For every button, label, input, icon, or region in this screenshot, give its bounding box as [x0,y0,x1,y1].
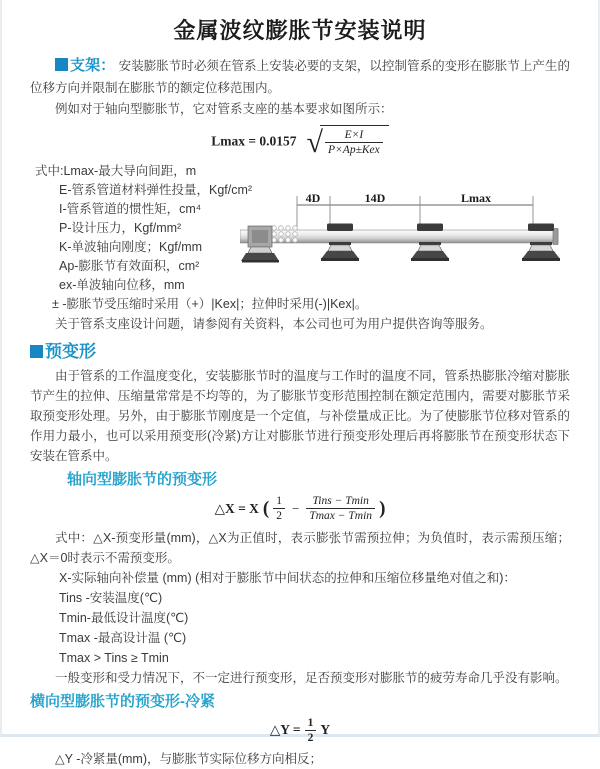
dim-label-lmax: Lmax [461,191,491,205]
definition-item: K-单波轴向刚度；Kgf/mm [59,239,203,254]
section-marker-square [30,345,43,358]
formula-dx-numerator: Tins − Tmin [306,494,375,509]
left-paren: ( [262,497,270,519]
support-example-line: 例如对于轴向型膨胀节，它对管系支座的基本要求如图所示： [55,102,393,116]
formula-lmax [30,125,570,158]
formula-dy-lhs: △Y = [269,722,301,738]
plus-minus-note: ± -膨胀节受压缩时采用（+）|Kex|；拉伸时采用(-)|Kex|。 [52,296,368,311]
pipe-end-cap [553,229,558,245]
formula-dy-rhs: Y [320,722,331,738]
support-section-intro [30,55,570,99]
axial-explain: 式中：△X-预变形量(mm)，△X为正值时，表示膨张节需预拉伸；为负值时，表示需预压缩；△X＝0时表示不需预变形。 [30,530,570,565]
half-denominator: 2 [276,510,282,523]
definition-item: 式中:Lmax-最大导向间距，m [35,163,197,178]
dim-label-14d: 14D [364,191,386,205]
definition-item: P-设计压力，Kgf/mm² [59,220,182,235]
axial-line: Tins -安装温度(℃) [59,590,163,605]
half-numerator: 1 [273,494,285,509]
formula-delta-x [30,494,570,524]
definition-item: Ap-膨胀节有效面积，cm² [59,258,200,273]
lateral-subheading: 横向型膨胀节的预变形-冷紧 [30,692,215,710]
square-root [307,125,389,158]
formula-dx-lhs: △X = X [214,500,259,516]
axial-subheading: 轴向型膨胀节的预变形 [67,470,218,488]
formula-dy-denominator: 2 [307,731,314,744]
definition-item: E-管系管道材料弹性投量，Kgf/cm² [59,182,253,197]
pipe-support-diagram [240,191,574,279]
axial-line: Tmin-最低设计温度(℃) [59,610,189,625]
minus-sign: − [292,500,300,516]
lateral-note: △Y -冷紧量(mm)，与膨胀节实际位移方向相反； [55,752,323,767]
formula-lmax-denominator: P×Ap±Kex [328,144,380,157]
definition-item: I-管系管道的惯性矩，cm⁴ [59,201,202,216]
radical-sign: √ [306,126,324,160]
service-note: 关于管系支座设计问题，请参阅有关资料，本公司也可为用户提供咨询等服务。 [55,316,493,331]
section-marker-square [55,58,68,71]
pipe-diagram-svg [240,191,574,279]
page-title: 金属波纹膨胀节安装说明 [173,18,427,43]
support-heading: 支架： [70,57,116,74]
formula-delta-y [30,716,570,746]
formula-lmax-numerator: E×I [325,128,383,143]
axial-line: X-实际轴向补偿量 (mm) (相对于膨胀节中间状态的拉伸和压缩位移量绝对值之和)： [59,570,516,585]
predeform-body: 由于管系的工作温度变化，安装膨胀节时的温度与工作时的温度不同，管系热膨胀冷缩对膨胀节产生的拉伸、压缩量常常是不均等的，为了膨胀节变形范围控制在额定范围内，需要对膨胀节采取预变形处理。另外，由于膨胀节刚度是一个定值，与补偿量成正比。为了使膨胀节位移对管系的作用力最小，也可以采用预变形(冷紧)方让对膨胀节进行预变形处理后再将膨胀节在预变形状态下安装在管系中。 [30,368,570,463]
definition-item: ex-单波轴向位移，mm [59,277,185,292]
axial-line: Tmax > Tins ≥ Tmin [59,650,169,665]
support-intro-text: 安装膨胀节时必须在管系上安装必要的支架，以控制管系的变形在膨胀节上产生的位移方向并限制在膨胀节的额定位移范围内。 [30,59,570,95]
axial-line: Tmax -最高设计温 (℃) [59,630,187,645]
formula-dy-numerator: 1 [305,716,317,731]
formula-dx-denominator: Tmax − Tmin [309,510,373,523]
axial-variable-lines [30,568,570,668]
axial-closing-note: 一般变形和受力情况下，不一定进行预变形，足否预变形对膨胀节的疲劳寿命几乎没有影响。 [55,670,568,685]
formula-lmax-lhs: Lmax = 0.0157 [211,133,297,149]
right-paren: ) [379,497,386,519]
dim-label-4d: 4D [305,191,321,205]
predeform-heading-text: 预变形 [45,341,96,361]
predeform-heading [30,341,570,363]
